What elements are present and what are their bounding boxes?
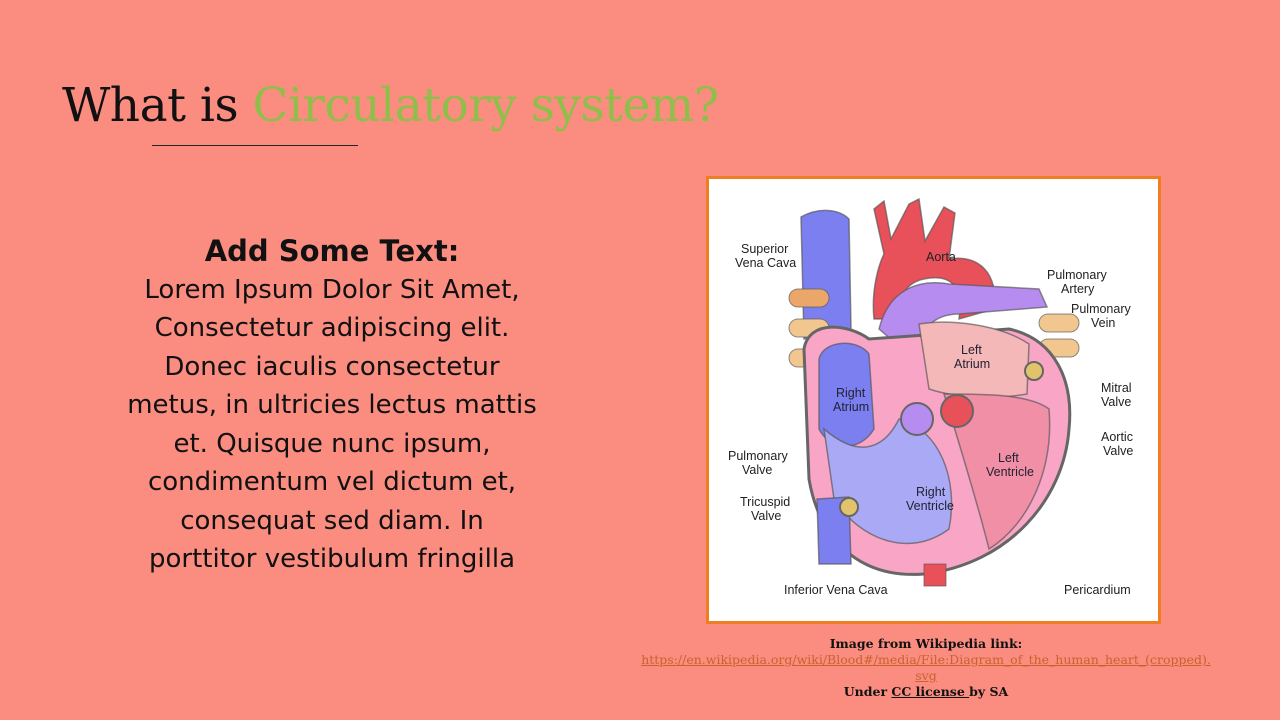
body-line: Donec iaculis consectetur — [164, 351, 500, 382]
pulmonary-vein-right-1 — [789, 289, 829, 307]
body-line: porttitor vestibulum fringilla — [148, 544, 516, 574]
label-left-ventricle-1: Left — [998, 451, 1019, 465]
label-aortic-valve-2: Valve — [1103, 444, 1134, 458]
pulmonary-valve — [901, 403, 933, 435]
title-underline — [152, 145, 358, 146]
label-left-atrium-2: Atrium — [954, 357, 991, 371]
heart-diagram — [709, 179, 1158, 621]
body-text-block — [96, 232, 568, 579]
tricuspid-valve — [840, 498, 858, 516]
caption-source-line: Image from Wikipedia link: — [829, 636, 1023, 651]
body-heading: Add Some Text: — [204, 234, 460, 268]
label-superior-vena-cava-2: Vena Cava — [735, 256, 797, 270]
label-tricuspid-valve-1: Tricuspid — [740, 495, 791, 509]
label-right-atrium-1: Right — [836, 386, 866, 400]
body-line: Consectetur adipiscing elit. — [154, 313, 510, 343]
label-pulmonary-vein-1: Pulmonary — [1071, 302, 1131, 316]
title-prefix: What is — [62, 78, 253, 133]
label-superior-vena-cava-1: Superior — [741, 242, 789, 256]
body-line: Lorem Ipsum Dolor Sit Amet, — [144, 274, 520, 305]
label-pulmonary-valve-1: Pulmonary — [728, 449, 788, 463]
mitral-valve — [1025, 362, 1043, 380]
label-pulmonary-artery-1: Pulmonary — [1047, 268, 1107, 282]
caption-url-link[interactable] — [600, 652, 1252, 684]
caption-under: Under — [843, 684, 892, 699]
image-caption — [600, 636, 1252, 700]
label-left-atrium-1: Left — [961, 343, 982, 357]
caption-license-line — [600, 684, 1252, 700]
label-mitral-valve-1: Mitral — [1101, 381, 1132, 395]
label-right-atrium-2: Atrium — [833, 400, 870, 414]
label-pulmonary-vein-2: Vein — [1091, 316, 1116, 330]
label-aorta: Aorta — [926, 250, 956, 264]
body-line: condimentum vel dictum et, — [147, 467, 517, 497]
label-right-ventricle-2: Ventricle — [906, 499, 954, 513]
body-line: et. Quisque nunc ipsum, — [173, 428, 491, 459]
aortic-valve — [941, 395, 973, 427]
pulmonary-vein-left-1 — [1039, 314, 1079, 332]
label-pulmonary-valve-2: Valve — [742, 463, 773, 477]
title-highlight: Circulatory system? — [252, 78, 719, 133]
caption-suffix: by SA — [969, 684, 1009, 699]
descending-aorta — [924, 564, 946, 586]
label-tricuspid-valve-2: Valve — [751, 509, 782, 523]
label-pulmonary-artery-2: Artery — [1061, 282, 1095, 296]
label-right-ventricle-1: Right — [916, 485, 946, 499]
label-inferior-vena-cava: Inferior Vena Cava — [784, 583, 888, 597]
label-pericardium: Pericardium — [1064, 583, 1131, 597]
slide-title — [62, 78, 719, 133]
heart-diagram-frame — [706, 176, 1161, 624]
label-mitral-valve-2: Valve — [1101, 395, 1132, 409]
body-line: metus, in ultricies lectus mattis — [127, 390, 537, 420]
body-line: consequat sed diam. In — [180, 505, 484, 536]
label-aortic-valve-1: Aortic — [1101, 430, 1133, 444]
caption-url-part-1: https://en.wikipedia.org/wiki/Blood#/media/File:Diagram_of_the_human_heart_(cropped). — [641, 652, 1211, 667]
caption-license-link[interactable]: CC license — [891, 684, 970, 699]
label-left-ventricle-2: Ventricle — [986, 465, 1034, 479]
caption-url-part-2: svg — [915, 668, 937, 683]
